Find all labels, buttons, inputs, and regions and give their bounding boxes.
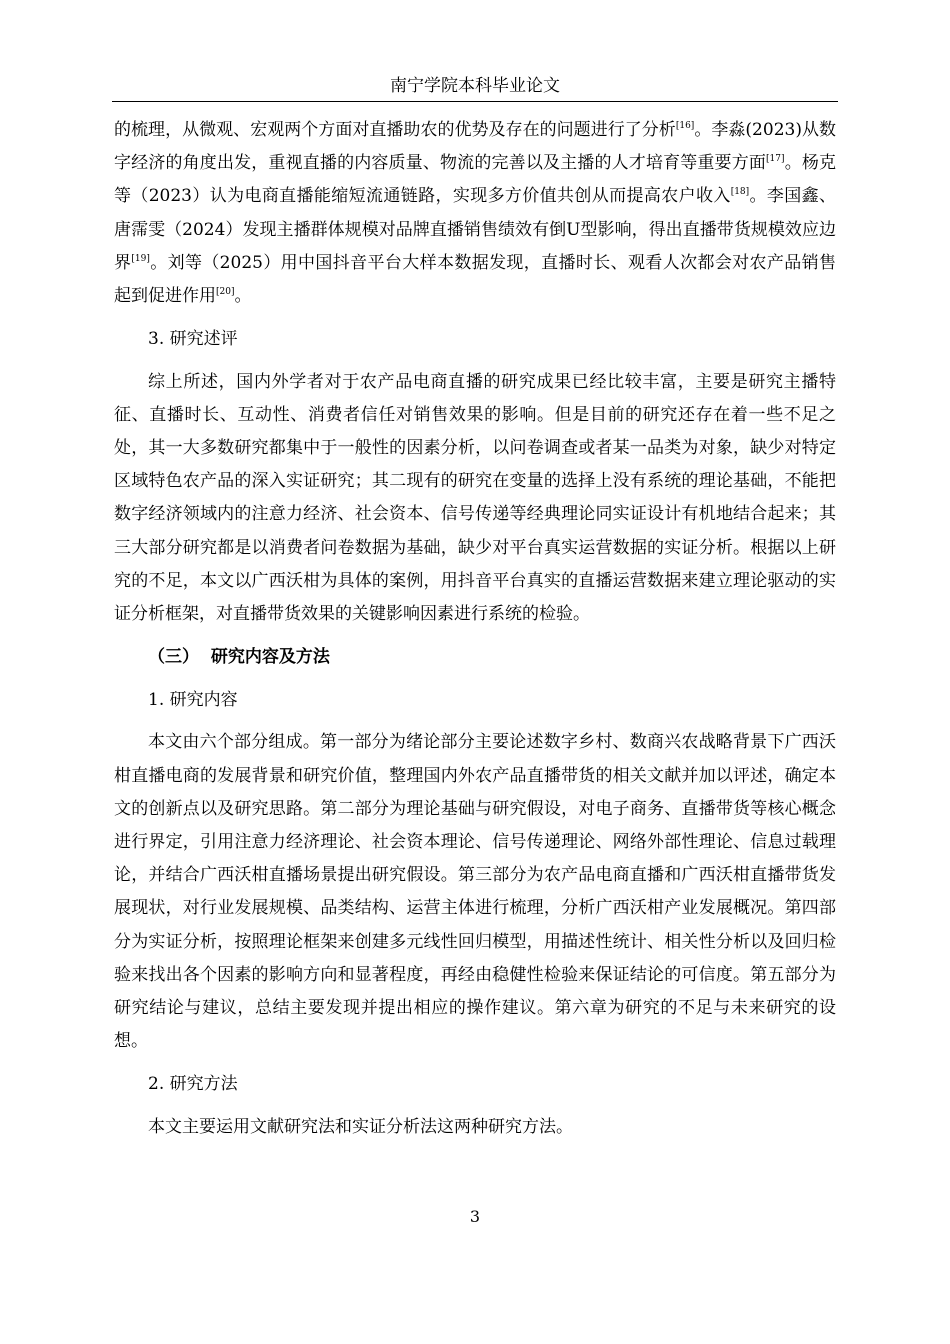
citation-16: [16] (675, 121, 695, 131)
paragraph-research-method: 本文主要运用文献研究法和实证分析法这两种研究方法。 (148, 1116, 573, 1137)
paragraph-research-content: 本文由六个部分组成。第一部分为绪论部分主要论述数字乡村、数商兴农战略背景下广西沃柑直播电商的发展背景和研究价值，整理国内外农产品直播带货的相关文献并加以评述，确定本文的创新点以及研究思路。第二部分为理论基础与研究假设，对电子商务、直播带货等核心概念进行界定，引用注意力经济理论、社会资本理论、信号传递理论、网络外部性理论、信息过载理论，并结合广西沃柑直播场景提出研究假设。第三部分为农产品电商直播和广西沃柑直播带货发展现状，对行业发展规模、品类结构、运营主体进行梳理，分析广西沃柑产业发展概况。第四部分为实证分析，按照理论框架来创建多元线性回归模型，用描述性统计、相关性分析以及回归检验来找出各个因素的影响方向和显著程度，再经由稳健性检验来保证结论的可信度。第五部分为研究结论与建议，总结主要发现并提出相应的操作建议。第六章为研究的不足与未来研究的设想。 (114, 732, 836, 1052)
heading-research-content: 1. 研究内容 (148, 689, 238, 710)
heading-research-review: 3. 研究述评 (148, 328, 238, 349)
citation-17: [17] (766, 154, 785, 165)
citation-19: [19] (131, 253, 150, 264)
running-header: 南宁学院本科毕业论文 (390, 76, 560, 96)
text-run: 。刘等（2025）用中国抖音平台大样本数据发现，直播时长、观看人次都会对农产品销售起到促进作用 (114, 252, 837, 307)
header-rule (112, 101, 838, 102)
citation-20: [20] (216, 287, 235, 298)
text-run: 。 (234, 286, 252, 307)
heading-research-method: 2. 研究方法 (148, 1074, 238, 1095)
paragraph-literature-domestic (114, 114, 836, 313)
section-title: 研究内容及方法 (210, 646, 330, 667)
heading-section-3 (114, 641, 836, 674)
text-run: 的梳理，从微观、宏观两个方面对直播助农的优势及存在的问题进行了分析 (114, 120, 676, 140)
text-run: 。李国鑫、唐霈雯（2024）发现主播群体规模对品牌直播销售绩效有倒U型影响，得出直播带货规模效应边界 (114, 186, 836, 273)
page-number: 3 (469, 1207, 481, 1226)
text-run: 。李淼(2023)从数字经济的角度出发，重视直播的内容质量、物流的完善以及主播的人才培育等重要方面 (114, 120, 837, 174)
section-number: （三） (148, 646, 199, 667)
text-run: 。杨克等（2023）认为电商直播能缩短流通链路，实现多方价值共创从而提高农户收入 (114, 153, 837, 207)
paragraph-research-review: 综上所述，国内外学者对于农产品电商直播的研究成果已经比较丰富，主要是研究主播特征、直播时长、互动性、消费者信任对销售效果的影响。但是目前的研究还存在着一些不足之处，其一大多数研究都集中于一般性的因素分析，以问卷调查或者某一品类为对象，缺少对特定区域特色农产品的深入实证研究；其二现有的研究在变量的选择上没有系统的理论基础，不能把数字经济领域内的注意力经济、社会资本、信号传递等经典理论同实证设计有机地结合起来；其三大部分研究都是以消费者问卷数据为基础，缺少对平台真实运营数据的实证分析。根据以上研究的不足，本文以广西沃柑为具体的案例，用抖音平台真实的直播运营数据来建立理论驱动的实证分析框架，对直播带货效果的关键影响因素进行系统的检验。 (114, 371, 836, 625)
citation-18: [18] (730, 187, 750, 198)
page-body (114, 114, 836, 1144)
